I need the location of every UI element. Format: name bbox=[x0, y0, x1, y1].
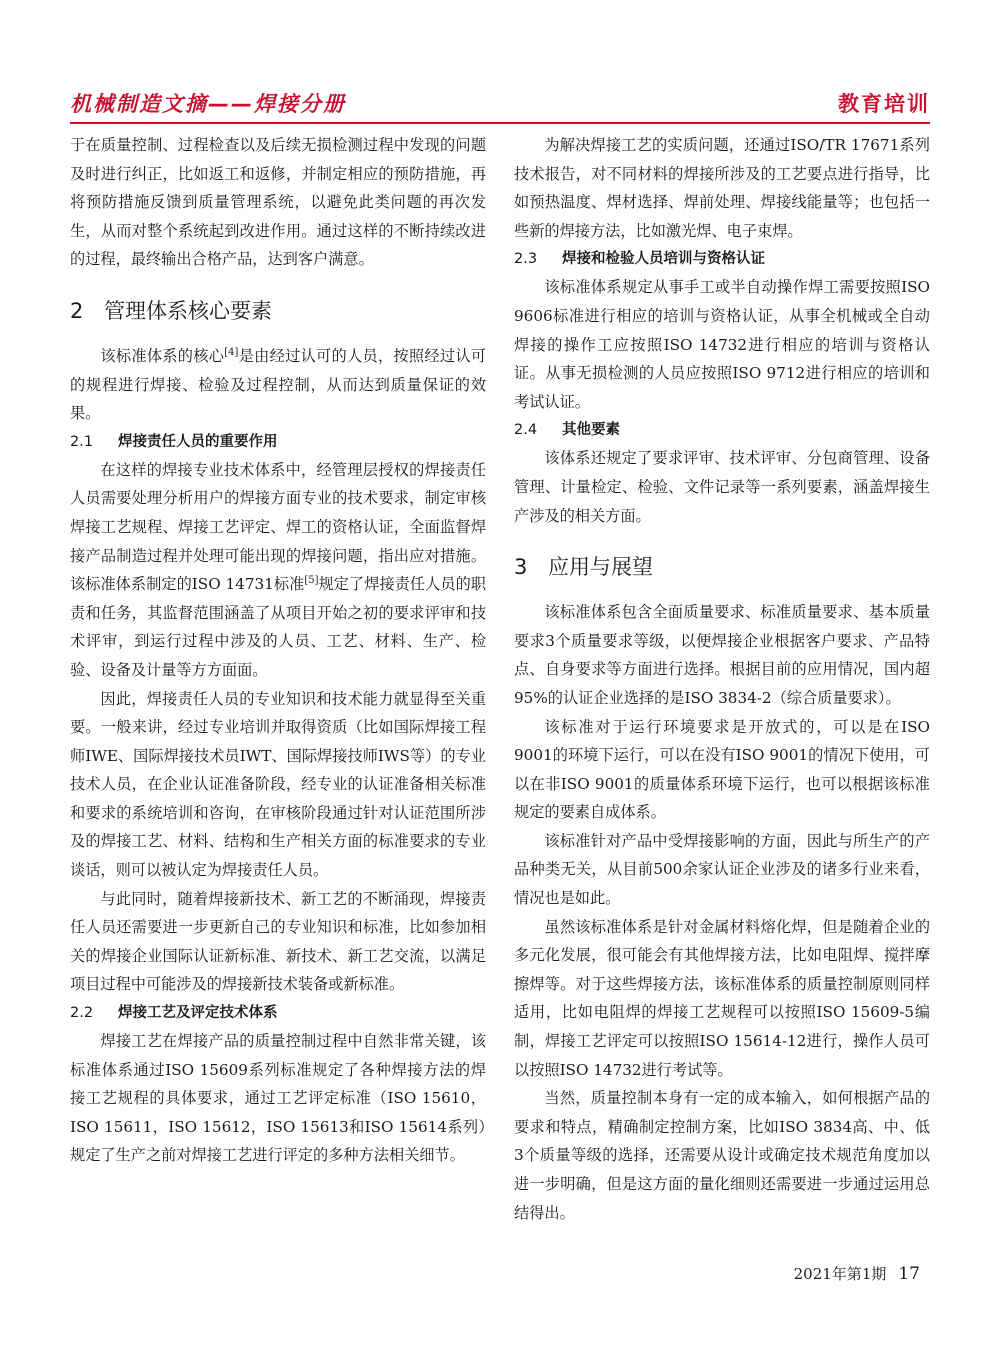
section-heading-2 bbox=[70, 296, 486, 326]
running-header bbox=[70, 88, 930, 122]
subsection-title: 其他要素 bbox=[562, 422, 620, 439]
text-run: 在这样的焊接专业技术体系中，经管理层授权的焊接责任人员需要处理分析用户的焊接方面专业的技术要求，制定审核焊接工艺规程、焊接工艺评定、焊工的资格认证，全面监督焊接产品制造过程并处理可能出现的焊接问题，指出应对措施。该标准体系制定的ISO 14731标准 bbox=[70, 460, 486, 594]
journal-title: 机械制造文摘——焊接分册 bbox=[70, 92, 346, 116]
paragraph: 于在质量控制、过程检查以及后续无损检测过程中发现的问题及时进行纠正，比如返工和返修，并制定相应的预防措施，再将预防措施反馈到质量管理系统，以避免此类问题的再次发生，从而对整个系统起到改进作用。通过这样的不断持续改进的过程，最终输出合格产品，达到客户满意。 bbox=[70, 136, 486, 269]
subsection-number: 2.3 bbox=[514, 251, 538, 268]
paragraph: 该标准体系包含全面质量要求、标准质量要求、基本质量要求3个质量要求等级，以便焊接企业根据客户要求、产品特点、自身要求等方面进行选择。根据目前的应用情况，国内超95%的认证企业选择的是ISO 3834-2（综合质量要求）。 bbox=[514, 603, 930, 707]
subsection-heading-2-3 bbox=[514, 245, 930, 273]
section-title: 应用与展望 bbox=[548, 555, 653, 580]
paragraph: 该标准体系规定从事手工或半自动操作焊工需要按照ISO 9606标准进行相应的培训与资格认证，从事全机械或全自动焊接的操作工应按照ISO 14732进行相应的培训与资格认证。从事无损检测的人员应按照ISO 9712进行相应的培训和考试认证。 bbox=[514, 278, 930, 411]
citation-ref: [5] bbox=[304, 575, 319, 587]
subsection-number: 2.1 bbox=[70, 433, 94, 450]
header-rule bbox=[70, 122, 930, 124]
section-number: 2 bbox=[70, 298, 84, 323]
subsection-number: 2.4 bbox=[514, 422, 538, 439]
subsection-number: 2.2 bbox=[70, 1005, 94, 1022]
paragraph bbox=[70, 456, 486, 685]
section-number: 3 bbox=[514, 555, 528, 580]
page-footer bbox=[794, 1263, 920, 1284]
section-title: 教育培训 bbox=[838, 92, 930, 116]
subsection-title: 焊接和检验人员培训与资格认证 bbox=[562, 251, 765, 268]
citation-ref: [4] bbox=[224, 346, 239, 358]
paragraph: 该标准针对产品中受焊接影响的方面，因此与所生产的产品种类无关，从目前500余家认证企业涉及的诸多行业来看，情况也是如此。 bbox=[514, 831, 930, 908]
paragraph: 虽然该标准体系是针对金属材料熔化焊，但是随着企业的多元化发展，很可能会有其他焊接方法，比如电阻焊、搅拌摩擦焊等。对于这些焊接方法，该标准体系的质量控制原则同样适用，比如电阻焊的焊接工艺规程可以按照ISO 15609-5编制，焊接工艺评定可以按照ISO 15614-12进行，操作人员可以按照ISO 14732进行考试等。 bbox=[514, 917, 930, 1079]
section-heading-3 bbox=[514, 552, 930, 582]
subsection-heading-2-1 bbox=[70, 428, 486, 456]
text-run: 是由经过认可的人员，按照经过认可的规程进行焊接、检验及过程控制，从而达到质量保证的效果。 bbox=[70, 346, 486, 423]
subsection-heading-2-4 bbox=[514, 416, 930, 444]
text-run: 规定了焊接责任人员的职责和任务，其监督范围涵盖了从项目开始之初的要求评审和技术评审，到运行过程中涉及的人员、工艺、材料、生产、检验、设备及计量等方方面面。 bbox=[70, 575, 487, 679]
subsection-title: 焊接责任人员的重要作用 bbox=[118, 433, 278, 450]
left-column bbox=[70, 131, 486, 1170]
paragraph: 为解决焊接工艺的实质问题，还通过ISO/TR 17671系列技术报告，对不同材料的焊接所涉及的工艺要点进行指导，比如预热温度、焊材选择、焊前处理、焊接线能量等；也包括一些新的焊接方法，比如激光焊、电子束焊。 bbox=[514, 136, 930, 240]
section-title: 管理体系核心要素 bbox=[104, 298, 272, 323]
paragraph: 与此同时，随着焊接新技术、新工艺的不断涌现，焊接责任人员还需要进一步更新自己的专业知识和标准，比如参加相关的焊接企业国际认证新标准、新技术、新工艺交流，以满足项目过程中可能涉及的焊接新技术装备或新标准。 bbox=[70, 889, 486, 994]
paragraph: 该标准对于运行环境要求是开放式的，可以是在ISO 9001的环境下运行，可以在没有ISO 9001的情况下使用，可以在非ISO 9001的质量体系环境下运行，也可以根据该标准规定的要素自成体系。 bbox=[514, 717, 930, 822]
page-number: 17 bbox=[898, 1264, 920, 1284]
paragraph bbox=[70, 342, 486, 428]
paragraph: 焊接工艺在焊接产品的质量控制过程中自然非常关键，该标准体系通过ISO 15609系列标准规定了各种焊接方法的焊接工艺规程的具体要求，通过工艺评定标准（ISO 15610，ISO 15611，ISO 15612，ISO 15613和ISO 15614系列）规定了生产之前对焊接工艺进行评定的多种方法相关细节。 bbox=[70, 1032, 486, 1165]
subsection-heading-2-2 bbox=[70, 999, 486, 1027]
paragraph: 该体系还规定了要求评审、技术评审、分包商管理、设备管理、计量检定、检验、文件记录等一系列要素，涵盖焊接生产涉及的相关方面。 bbox=[514, 449, 930, 525]
paragraph: 因此，焊接责任人员的专业知识和技术能力就显得至关重要。一般来讲，经过专业培训并取得资质（比如国际焊接工程师IWE、国际焊接技术员IWT、国际焊接技师IWS等）的专业技术人员，在企业认证准备阶段，经专业的认证准备相关标准和要求的系统培训和咨询，在审核阶段通过针对认证范围所涉及的焊接工艺、材料、结构和生产相关方面的标准要求的专业谈话，则可以被认定为焊接责任人员。 bbox=[70, 689, 486, 880]
text-run: 该标准体系的核心 bbox=[100, 346, 225, 365]
paragraph: 当然，质量控制本身有一定的成本输入，如何根据产品的要求和特点，精确制定控制方案，比如ISO 3834高、中、低3个质量等级的选择，还需要从设计或确定技术规范角度加以进一步明确，但是这方面的量化细则还需要进一步通过运用总结得出。 bbox=[514, 1089, 930, 1222]
right-column bbox=[514, 131, 930, 1227]
issue-label: 2021年第1期 bbox=[793, 1265, 887, 1283]
subsection-title: 焊接工艺及评定技术体系 bbox=[118, 1005, 278, 1022]
